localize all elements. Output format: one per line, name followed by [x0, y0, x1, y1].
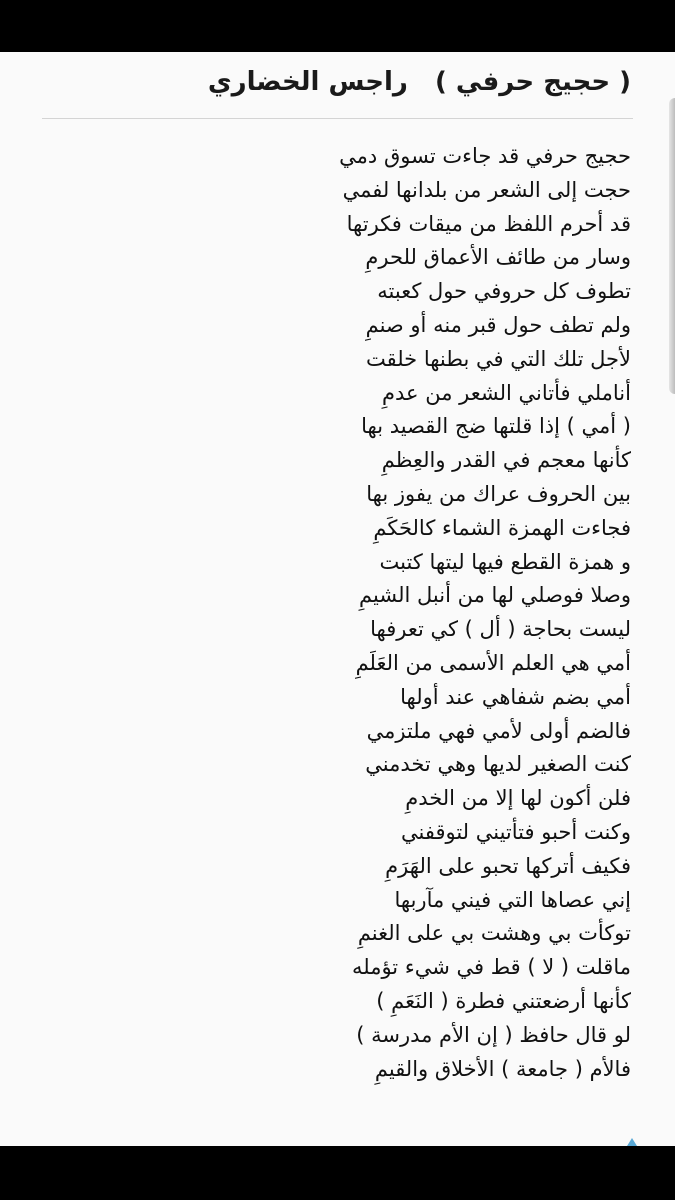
poem-line: ليست بحاجة ( أل ) كي تعرفها: [370, 617, 631, 642]
poem-line: أمي هي العلم الأسمى من العَلَمِ: [355, 650, 631, 675]
poem-line: قد أحرم اللفظ من ميقات فكرتها: [346, 211, 631, 236]
navigation-bar: [0, 1146, 675, 1200]
poem-line: لأجل تلك التي في بطنها خلقت: [365, 346, 631, 371]
poem-line: تطوف كل حروفي حول كعبته: [377, 279, 631, 304]
poem-line: فجاءت الهمزة الشماء كالحَكَمِ: [373, 515, 631, 540]
poem-line: وسار من طائف الأعماق للحرمِ: [365, 245, 631, 270]
note-page[interactable]: [0, 52, 675, 1146]
poem-line: و همزة القطع فيها ليتها كتبت: [379, 549, 631, 574]
edge-scroll-handle-icon[interactable]: [669, 98, 675, 394]
poem-line: فكيف أتركها تحبو على الهَرَمِ: [385, 853, 631, 878]
poem-line: حجيج حرفي قد جاءت تسوق دمي: [339, 144, 631, 168]
poem-line: كأنها معجم في القدر والعِظمِ: [381, 448, 631, 473]
poem-line: ( أمي ) إذا قلتها ضج القصيد بها: [361, 414, 631, 439]
poem-line: وصلا فوصلي لها من أنبل الشيمِ: [359, 583, 631, 608]
note-title: ( حجيج حرفي ) راجس الخضاري: [207, 67, 631, 97]
poem-line: فلن أكون لها إلا من الخدمِ: [405, 786, 631, 811]
poem-line: بين الحروف عراك من يفوز بها: [366, 481, 631, 506]
poem-body[interactable]: [251, 140, 631, 1086]
poem-line: فالأم ( جامعة ) الأخلاق والقيمِ: [374, 1056, 631, 1081]
poem-line: كأنها أرضعتني فطرة ( النَعَمِ ): [376, 988, 631, 1013]
title-divider: [42, 118, 633, 119]
poem-line: لو قال حافظ ( إن الأم مدرسة ): [356, 1022, 631, 1047]
poem-line: فالضم أولى لأمي فهي ملتزمي: [366, 718, 631, 743]
poem-line: ماقلت ( لا ) قط في شيء تؤمله: [352, 955, 631, 980]
status-bar: [0, 0, 675, 52]
corner-triangle-icon: [627, 1138, 637, 1146]
poem-line: ولم تطف حول قبر منه أو صنمِ: [365, 312, 631, 337]
poem-line: توكأت بي وهشت بي على الغنمِ: [357, 921, 631, 946]
poem-line: وكنت أحبو فتأتيني لتوقفني: [400, 819, 631, 844]
poem-line: حجت إلى الشعر من بلدانها لفمي: [342, 177, 631, 202]
poem-line: إني عصاها التي فيني مآربها: [394, 887, 631, 912]
poem-line: كنت الصغير لديها وهي تخدمني: [365, 752, 631, 777]
poem-line: أناملي فأتاني الشعر من عدمِ: [382, 380, 631, 405]
poem-line: أمي بضم شفاهي عند أولها: [400, 684, 631, 709]
